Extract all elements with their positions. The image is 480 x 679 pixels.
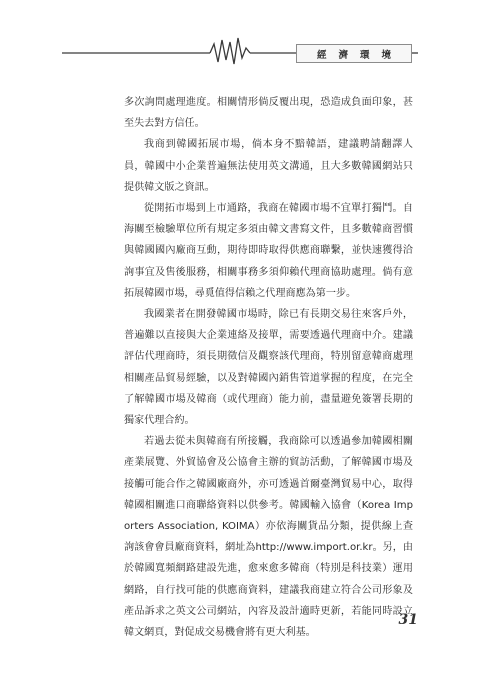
paragraph: 多次詢問處理進度。相關情形倘反覆出現，恐造成負面印象，甚至失去對方信任。: [124, 97, 413, 130]
paragraph: 若過去從未與韓商有所接觸，我商除可以透過參加韓國相關產業展覽、外貿協會及公協會主辦的貿訪活動，了解韓國市場及接觸可能合作之韓國廠商外，亦可透過首爾臺灣貿易中心，取得韓國相關進口商聯絡資料以供參考。韓國輸入協會（Korea Importers Association, KOIMA）亦依海關貨品分類，提供線上查詢該會會員廠商資料，網址為http://www.import.or.kr。另，由於韓國寬頻網路建設先進，愈來愈多韓商（特別是科技業）運用網路，自行找可能的供應商資料，建議我商建立符合公司形象及產品訴求之英文公司網站，內容及設計適時更新，若能同時設立韓文網頁，對促成交易機會將有更大利基。: [124, 436, 413, 639]
paragraph: 我國業者在開發韓國市場時，除已有長期交易往來客戶外，普遍難以直接與大企業連絡及接單，需要透過代理商中介。建議評估代理商時，須長期徵信及觀察該代理商，特別留意韓商處理相關產品貿易經驗，以及對韓國內銷售管道掌握的程度，在完全了解韓國市場及韓商（或代理商）能力前，盡量避免簽署長期的獨家代理合約。: [124, 309, 413, 427]
paragraph: 我商到韓國拓展市場，倘本身不黯韓語，建議聘請翻譯人員，韓國中小企業普遍無法使用英文溝通，且大多數韓國網站只提供韓文版之資訊。: [124, 139, 413, 193]
header-title-box: [296, 44, 412, 63]
page-number: 31: [398, 612, 418, 628]
body-text: [124, 92, 413, 643]
page-header: [0, 0, 480, 70]
header-title: 經濟環境: [316, 49, 403, 61]
paragraph: 從開拓市場到上市通路，我商在韓國市場不宜單打獨鬥。自海關至檢驗單位所有規定多須由韓文書寫文件，且多數韓商習慣與韓國國內廠商互動，期待即時取得供應商聯繫，並快速獲得洽詢事宜及售後服務，相關事務多須仰賴代理商協助處理。倘有意拓展韓國市場，尋覓值得信賴之代理商應為第一步。: [124, 203, 413, 299]
